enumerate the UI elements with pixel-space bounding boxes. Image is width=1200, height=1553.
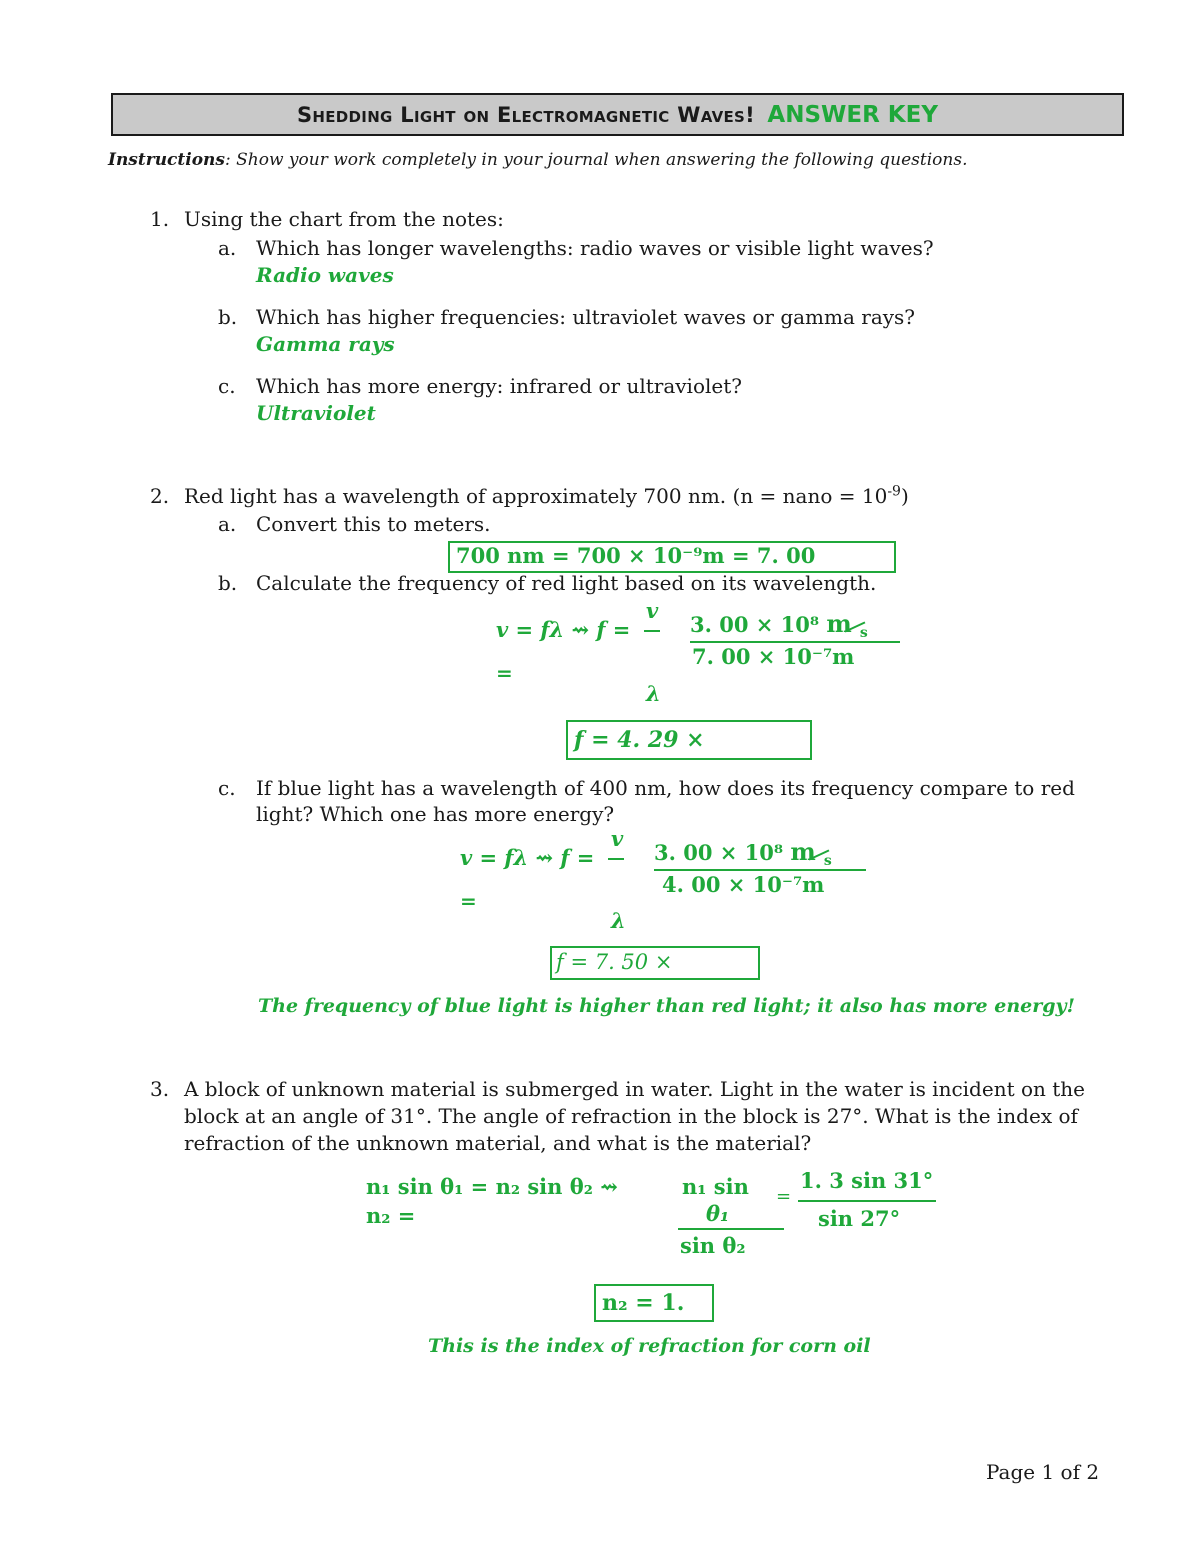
q2c-eq-lambda: λ: [611, 908, 626, 933]
q3-eq-line2: n₂ =: [366, 1203, 416, 1228]
q2a-text: Convert this to meters.: [256, 512, 491, 536]
q2b-denominator: 7. 00 × 10⁻⁷m: [692, 644, 855, 669]
q2c-text-line2: light? Which one has more energy?: [256, 802, 615, 826]
q1a-letter: a.: [218, 236, 237, 260]
question-2-text-main: Red light has a wavelength of approximately 700 nm. (n = nano = 10: [184, 484, 888, 508]
q2c-numerator: [654, 837, 832, 870]
q1c-letter: c.: [218, 374, 236, 398]
q2c-letter: c.: [218, 776, 236, 800]
question-1-number: 1.: [150, 207, 170, 231]
q2b-eq-v: v: [646, 598, 659, 623]
q3-answer: n₂ = 1.: [602, 1290, 685, 1316]
q1b-text: Which has higher frequencies: ultraviolet waves or gamma rays?: [256, 305, 916, 329]
document-title: Shedding Light on Electromagnetic Waves!: [296, 103, 756, 127]
q2b-eq-left: v = fλ ⇝ f =: [496, 617, 631, 642]
q2b-eq-equals: =: [496, 661, 513, 685]
q2c-conclusion: The frequency of blue light is higher than red light; it also has more energy!: [258, 995, 1075, 1017]
q2b-units-m: m: [826, 609, 852, 638]
q2c-eq-equals: =: [460, 889, 477, 913]
q3-frac1-denominator: sin θ₂: [680, 1233, 746, 1258]
q3-frac1-numerator: n₁ sin: [682, 1174, 749, 1199]
question-2-text: [184, 484, 909, 508]
q1c-answer: Ultraviolet: [256, 401, 376, 425]
question-3-number: 3.: [150, 1077, 170, 1101]
question-3-text-line1: A block of unknown material is submerged in water. Light in the water is incident on the: [184, 1077, 1086, 1101]
q2b-units-s: s: [859, 625, 868, 642]
q2c-denominator: 4. 00 × 10⁻⁷m: [662, 872, 825, 897]
q2b-fraction-line: [690, 641, 900, 643]
instructions-text: : Show your work completely in your journal when answering the following questions.: [224, 150, 968, 170]
q2b-answer: f = 4. 29 ×: [574, 727, 705, 753]
answer-key-label: ANSWER KEY: [767, 102, 938, 128]
q1c-text: Which has more energy: infrared or ultraviolet?: [256, 374, 742, 398]
q1a-text: Which has longer wavelengths: radio waves or visible light waves?: [256, 236, 934, 260]
q2c-eq-v: v: [611, 826, 624, 851]
q2b-v-over-lambda-line: [644, 630, 660, 632]
question-2-number: 2.: [150, 484, 170, 508]
q1b-answer: Gamma rays: [256, 332, 395, 356]
q3-eq-line1: n₁ sin θ₁ = n₂ sin θ₂ ⇝: [366, 1174, 618, 1199]
q2b-numerator-value: 3. 00 × 10⁸: [690, 612, 820, 637]
q2b-eq-lambda: λ: [646, 681, 661, 706]
question-1-text: Using the chart from the notes:: [184, 207, 504, 231]
q2b-text: Calculate the frequency of red light based on its wavelength.: [256, 571, 877, 595]
q3-frac1-numerator-theta: θ₁: [706, 1201, 730, 1226]
instructions: [108, 150, 967, 170]
q2c-numerator-value: 3. 00 × 10⁸: [654, 840, 784, 865]
q3-frac2-numerator: 1. 3 sin 31°: [800, 1168, 934, 1193]
q2c-fraction-line: [654, 869, 866, 871]
q3-eq-equals: =: [776, 1186, 792, 1207]
question-2-text-end: ): [900, 484, 909, 508]
q2c-v-over-lambda-line: [608, 858, 624, 860]
question-2-exponent: -9: [887, 483, 901, 500]
q2a-answer: 700 nm = 700 × 10⁻⁹m = 7. 00: [456, 543, 816, 568]
question-3-text-line2: block at an angle of 31°. The angle of refraction in the block is 27°. What is the index of: [184, 1104, 1078, 1128]
q3-frac2-denominator: sin 27°: [818, 1206, 901, 1231]
q3-frac1-line: [678, 1228, 784, 1230]
q1a-answer: Radio waves: [256, 263, 394, 287]
q2c-units-s: s: [823, 853, 832, 870]
question-3-text-line3: refraction of the unknown material, and what is the material?: [184, 1131, 812, 1155]
q3-frac2-line: [798, 1200, 936, 1202]
q2c-text-line1: If blue light has a wavelength of 400 nm, how does its frequency compare to red: [256, 776, 1075, 800]
q2c-eq-left: v = fλ ⇝ f =: [460, 845, 595, 870]
instructions-label: Instructions: [108, 150, 225, 170]
q2b-letter: b.: [218, 571, 238, 595]
q3-conclusion: This is the index of refraction for corn oil: [428, 1335, 871, 1357]
q2b-numerator: [690, 609, 868, 642]
title-bar: [111, 93, 1124, 136]
page-number: Page 1 of 2: [986, 1460, 1100, 1484]
q2c-units-m: m: [790, 837, 816, 866]
q1b-letter: b.: [218, 305, 238, 329]
q2a-letter: a.: [218, 512, 237, 536]
q2c-answer: f = 7. 50 ×: [556, 950, 673, 974]
